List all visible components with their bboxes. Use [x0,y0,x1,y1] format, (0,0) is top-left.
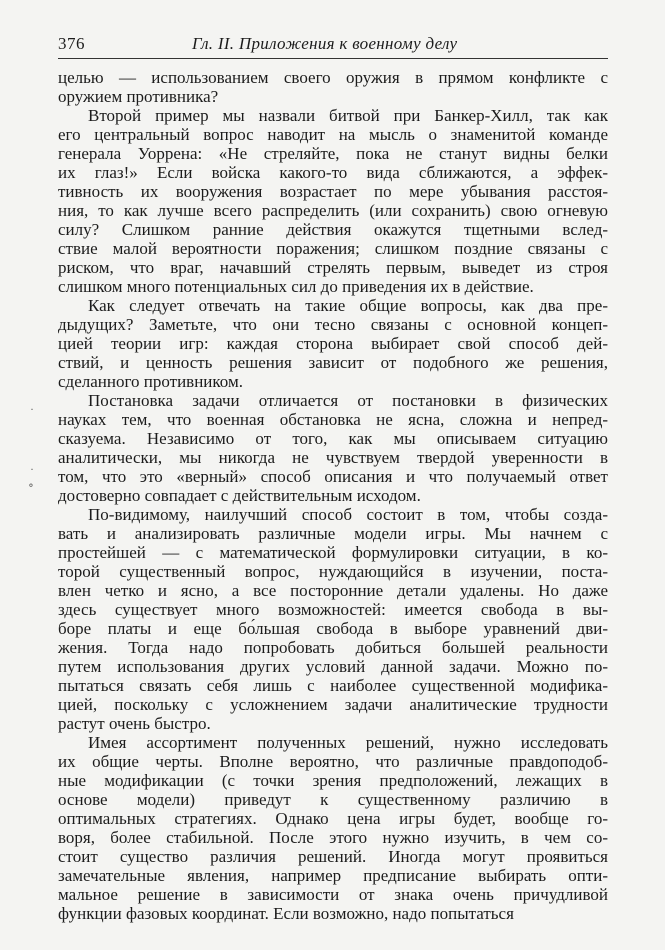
text-line: силу? Слишком ранние действия окажутся тщетными вслед- [58,220,608,239]
text-line: боре платы и еще бо́льшая свобода в выборе уравнений дви- [58,619,608,638]
margin-speck: · [30,462,34,476]
text-line: сделанного противником. [58,372,243,391]
text-line: риском, что враг, начавший стрелять первым, выведет из строя [58,258,608,277]
paragraph [58,391,608,505]
text-line: оружием противника? [58,87,219,106]
text-line: его центральный вопрос наводит на мысль о знаменитой команде [58,125,608,144]
text-line: оптимальных стратегиях. Однако цена игры будет, вообще го- [58,809,608,828]
body-text [58,68,608,923]
margin-speck: ∘ [28,478,34,492]
paragraph [58,296,608,391]
page-number: 376 [58,34,85,53]
text-line: сказуема. Независимо от того, как мы описываем ситуацию [58,429,608,448]
text-line: тивность их вооружения возрастает по мере убывания расстоя- [58,182,608,201]
text-line: ния, то как лучше всего распределить (или сохранить) свою огневую [58,201,608,220]
text-line: ствие малой вероятности поражения; слишком поздние связаны с [58,239,608,258]
paragraph [58,505,608,733]
running-head: Гл. II. Приложения к военному делу [192,34,458,53]
margin-speck: · [30,402,34,416]
paragraph [58,106,608,296]
text-line: ные модификации (с точки зрения предположений, лежащих в [58,771,608,790]
text-line: Имея ассортимент полученных решений, нужно исследовать [88,733,608,752]
text-line: достоверно совпадает с действительным исходом. [58,486,421,505]
text-line: мальное решение в зависимости от знака очень причудливой [58,885,608,904]
text-line: растут очень быстро. [58,714,211,733]
text-line: науках тем, что военная обстановка не ясна, сложна и непред- [58,410,608,429]
text-line: основе модели) приведут к существенному различию в [58,790,608,809]
paragraph [58,733,608,923]
text-line: воря, более стабильной. После этого нужно изучить, в чем со- [58,828,608,847]
text-line: здесь существует много возможностей: имеется свобода в вы- [58,600,608,619]
text-line: путем использования других условий данной задачи. Можно по- [58,657,608,676]
text-line: замечательные явления, например предписание выбирать опти- [58,866,608,885]
page-header [58,32,608,59]
text-line: торой существенный вопрос, нуждающийся в изучении, поста- [58,562,608,581]
paragraph [58,68,608,106]
text-line: генерала Уоррена: «Не стреляйте, пока не станут видны белки [58,144,608,163]
text-line: цией, поскольку с усложнением задачи аналитические трудности [58,695,608,714]
text-line: По-видимому, наилучший способ состоит в том, чтобы созда- [88,505,608,524]
text-line: стоит существо различия решений. Иногда могут проявиться [58,847,608,866]
text-line: пытаться связать себя лишь с наиболее существенной модифика- [58,676,608,695]
text-line: ствий, и ценность решения зависит от подобного же решения, [58,353,608,372]
text-line: слишком много потенциальных сил до приведения их в действие. [58,277,534,296]
text-line: жения. Тогда надо попробовать добиться большей реальности [58,638,608,657]
text-line: дыдущих? Заметьте, что они тесно связаны с основной концеп- [58,315,608,334]
text-line: том, что это «верный» способ описания и что получаемый ответ [58,467,608,486]
text-line: влен четко и ясно, а все посторонние детали удалены. Но даже [58,581,608,600]
text-line: аналитически, мы никогда не чувствуем твердой уверенности в [58,448,608,467]
text-line: целью — использованием своего оружия в прямом конфликте с [58,68,608,87]
text-line: их общие черты. Вполне вероятно, что различные правдоподоб- [58,752,608,771]
text-line: Второй пример мы назвали битвой при Банкер-Хилл, так как [88,106,608,125]
text-line: функции фазовых координат. Если возможно, надо попытаться [58,904,514,923]
text-line: вать и анализировать различные модели игры. Мы начнем с [58,524,608,543]
text-line: их глаз!» Если войска какого-то вида сближаются, а эффек- [58,163,608,182]
text-line: простейшей — с математической формулировки ситуации, в ко- [58,543,608,562]
text-line: Как следует отвечать на такие общие вопросы, как два пре- [88,296,608,315]
text-line: Постановка задачи отличается от постановки в физических [88,391,608,410]
text-line: цией теории игр: каждая сторона выбирает свой способ дей- [58,334,608,353]
